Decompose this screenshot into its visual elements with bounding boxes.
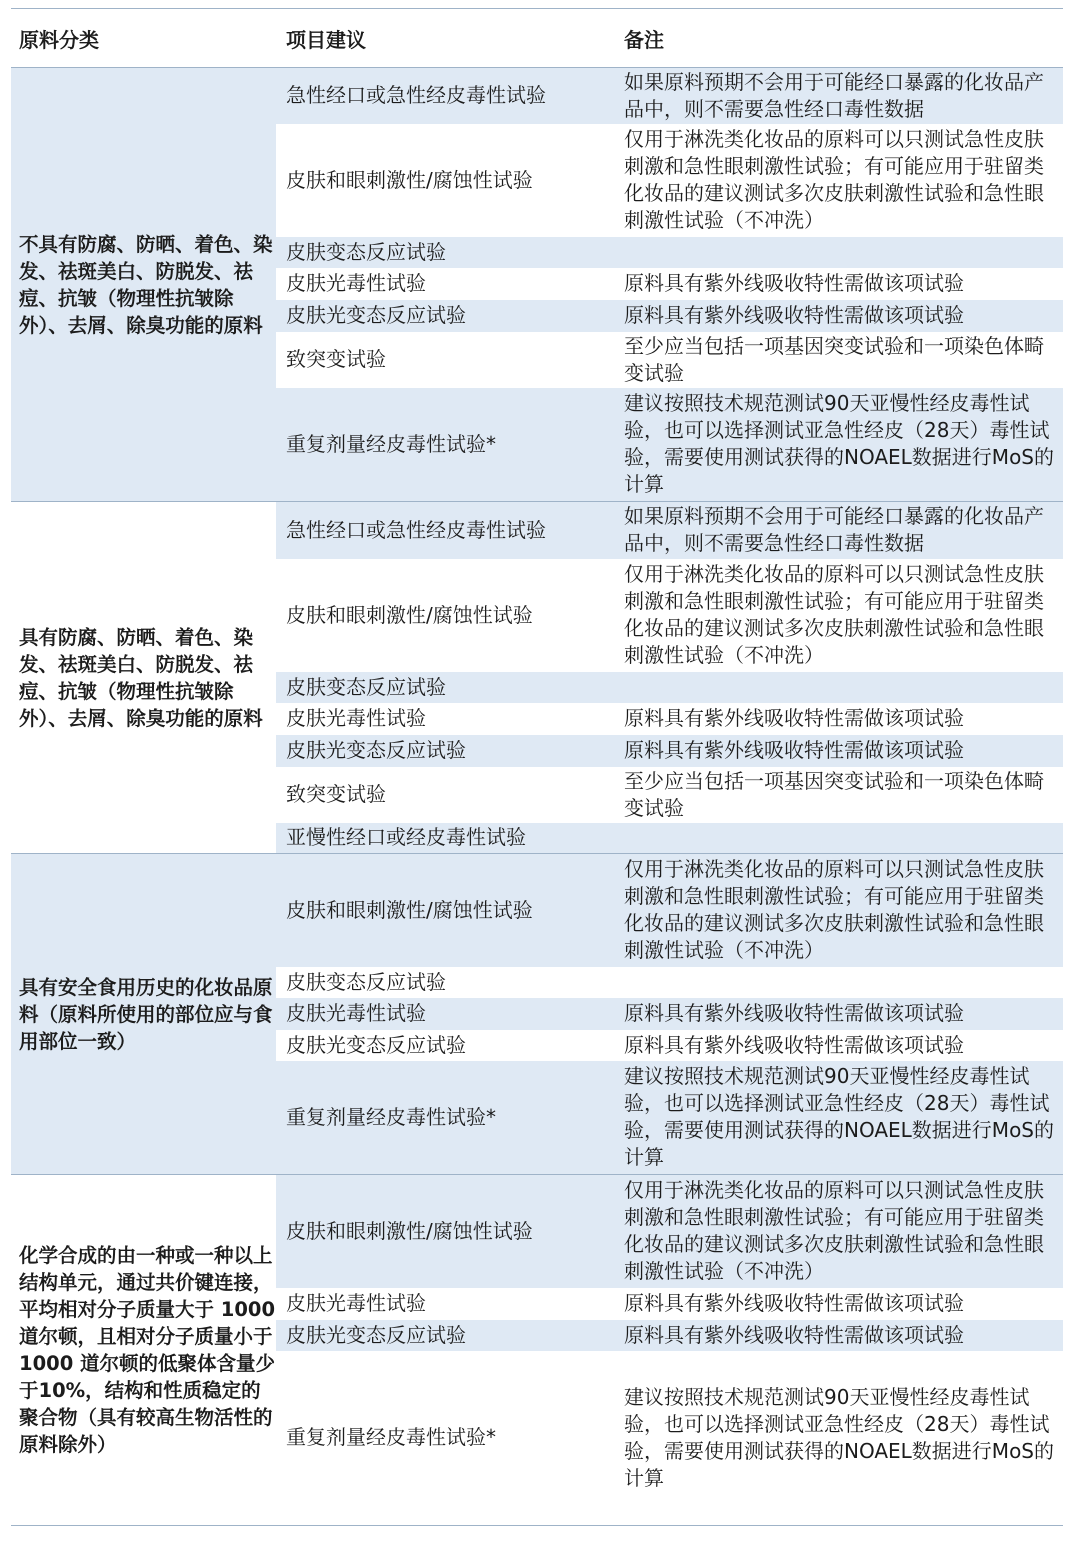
test-item-cell: 皮肤变态反应试验 — [286, 969, 446, 994]
note-cell: 如果原料预期不会用于可能经口暴露的化妆品产品中，则不需要急性经口毒性数据 — [616, 68, 1063, 124]
note-cell: 原料具有紫外线吸收特性需做该项试验 — [616, 998, 1063, 1030]
test-item-cell: 急性经口或急性经皮毒性试验 — [276, 68, 616, 124]
category-cell: 不具有防腐、防晒、着色、染发、祛斑美白、防脱发、祛痘、抗皱（物理性抗皱除外）、去屑、除臭功能的原料 — [11, 68, 276, 502]
header-item: 项目建议 — [276, 9, 616, 68]
test-item-cell: 皮肤光毒性试验 — [286, 271, 426, 295]
note-cell: 原料具有紫外线吸收特性需做该项试验 — [624, 706, 964, 730]
table-row — [11, 854, 1063, 967]
note-cell: 原料具有紫外线吸收特性需做该项试验 — [616, 1320, 1063, 1351]
note-cell: 建议按照技术规范测试90天亚慢性经皮毒性试验，也可以选择测试亚急性经皮（28天）毒性试验，需要使用测试获得的NOAEL数据进行MoS的计算 — [616, 388, 1063, 502]
table-header-row — [11, 9, 1063, 68]
note-cell: 仅用于淋洗类化妆品的原料可以只测试急性皮肤刺激和急性眼刺激性试验；有可能应用于驻留类化妆品的建议测试多次皮肤刺激性试验和急性眼刺激性试验（不冲洗） — [616, 1175, 1063, 1288]
header-category: 原料分类 — [11, 9, 276, 68]
note-cell: 至少应当包括一项基因突变试验和一项染色体畸变试验 — [624, 333, 1044, 385]
test-item-cell: 皮肤光毒性试验 — [286, 706, 426, 730]
test-item-cell: 皮肤光毒性试验 — [276, 998, 616, 1030]
test-requirements-table — [11, 8, 1063, 1526]
note-cell: 原料具有紫外线吸收特性需做该项试验 — [624, 1291, 964, 1315]
note-cell — [616, 823, 1063, 854]
category-cell: 化学合成的由一种或一种以上结构单元，通过共价键连接，平均相对分子质量大于 1000 道尔顿，且相对分子质量小于 1000 道尔顿的低聚体含量少于10%，结构和性质稳定的聚合物（具有较高生物活性的原料除外） — [11, 1175, 276, 1526]
test-item-cell: 皮肤光变态反应试验 — [276, 735, 616, 767]
test-item-cell: 重复剂量经皮毒性试验* — [276, 1351, 616, 1526]
table-body — [11, 68, 1063, 1526]
note-cell: 原料具有紫外线吸收特性需做该项试验 — [616, 735, 1063, 767]
test-item-cell: 皮肤变态反应试验 — [276, 237, 616, 268]
test-item-cell: 皮肤光变态反应试验 — [276, 300, 616, 332]
header-note: 备注 — [616, 9, 1063, 68]
test-item-cell: 皮肤和眼刺激性/腐蚀性试验 — [286, 167, 533, 192]
test-item-cell: 皮肤光变态反应试验 — [276, 1320, 616, 1351]
note-cell — [616, 967, 1063, 998]
test-item-cell: 皮肤和眼刺激性/腐蚀性试验 — [276, 854, 616, 967]
test-item-cell: 致突变试验 — [286, 782, 386, 806]
table-row — [11, 502, 1063, 559]
test-item-cell: 重复剂量经皮毒性试验* — [276, 1061, 616, 1175]
test-item-cell: 皮肤和眼刺激性/腐蚀性试验 — [286, 602, 533, 627]
test-item-cell: 急性经口或急性经皮毒性试验 — [276, 502, 616, 559]
note-cell: 仅用于淋洗类化妆品的原料可以只测试急性皮肤刺激和急性眼刺激性试验；有可能应用于驻留类化妆品的建议测试多次皮肤刺激性试验和急性眼刺激性试验（不冲洗） — [616, 854, 1063, 967]
table-row — [11, 68, 1063, 124]
note-cell: 至少应当包括一项基因突变试验和一项染色体畸变试验 — [624, 768, 1044, 820]
test-item-cell: 皮肤变态反应试验 — [276, 672, 616, 703]
note-cell: 原料具有紫外线吸收特性需做该项试验 — [616, 300, 1063, 332]
note-cell — [616, 672, 1063, 703]
test-item-cell: 皮肤光毒性试验 — [286, 1291, 426, 1315]
test-item-cell: 重复剂量经皮毒性试验* — [276, 388, 616, 502]
category-cell: 具有安全食用历史的化妆品原料（原料所使用的部位应与食用部位一致） — [11, 854, 276, 1175]
note-cell: 如果原料预期不会用于可能经口暴露的化妆品产品中，则不需要急性经口毒性数据 — [616, 502, 1063, 559]
note-cell: 原料具有紫外线吸收特性需做该项试验 — [624, 271, 964, 295]
category-cell: 具有防腐、防晒、着色、染发、祛斑美白、防脱发、祛痘、抗皱（物理性抗皱除外）、去屑、除臭功能的原料 — [11, 502, 276, 854]
test-item-cell: 亚慢性经口或经皮毒性试验 — [276, 823, 616, 854]
note-cell: 原料具有紫外线吸收特性需做该项试验 — [624, 1032, 964, 1057]
test-item-cell: 皮肤光变态反应试验 — [286, 1032, 466, 1057]
note-cell: 建议按照技术规范测试90天亚慢性经皮毒性试验，也可以选择测试亚急性经皮（28天）毒性试验，需要使用测试获得的NOAEL数据进行MoS的计算 — [616, 1061, 1063, 1175]
test-item-cell: 皮肤和眼刺激性/腐蚀性试验 — [276, 1175, 616, 1288]
note-cell — [616, 237, 1063, 268]
note-cell: 建议按照技术规范测试90天亚慢性经皮毒性试验，也可以选择测试亚急性经皮（28天）毒性试验，需要使用测试获得的NOAEL数据进行MoS的计算 — [616, 1351, 1063, 1526]
note-cell: 仅用于淋洗类化妆品的原料可以只测试急性皮肤刺激和急性眼刺激性试验；有可能应用于驻留类化妆品的建议测试多次皮肤刺激性试验和急性眼刺激性试验（不冲洗） — [624, 127, 1044, 232]
test-item-cell: 致突变试验 — [286, 347, 386, 371]
table-row — [11, 1175, 1063, 1288]
note-cell: 仅用于淋洗类化妆品的原料可以只测试急性皮肤刺激和急性眼刺激性试验；有可能应用于驻留类化妆品的建议测试多次皮肤刺激性试验和急性眼刺激性试验（不冲洗） — [624, 562, 1044, 667]
